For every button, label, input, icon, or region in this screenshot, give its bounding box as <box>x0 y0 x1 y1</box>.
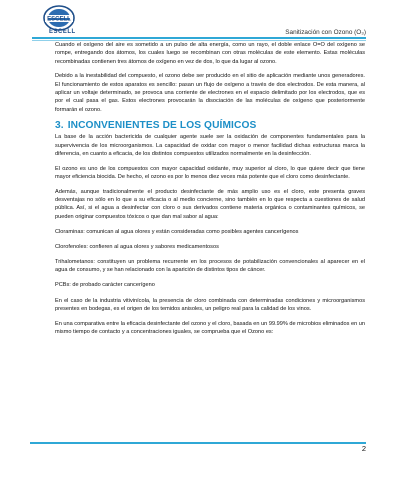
paragraph: La base de la acción bactericida de cualquier agente suele ser la oxidación de componentes fundamentales para la supervivencia de los microorganismos. La capacidad de oxidar con mayor o menor facilidad dichas estructuras marca la diferencia, en cuanto a eficacia, de los distintos compuestos utilizados normalmente en la desinfección. <box>55 134 365 157</box>
page-number: 2 <box>361 444 366 453</box>
paragraph: Cuando el oxígeno del aire es sometido a un pulso de alta energía, como un rayo, el doble enlace O=O del oxígeno se rompe, entregando dos átomos, los cuales luego se recombinan con otras moléculas de este elemento. Estas moléculas recombinadas contienen tres átomos de oxígeno en vez de dos, lo que da lugar al ozono. <box>55 42 365 65</box>
paragraph: Clorofenoles: confieren al agua olores y sabores medicamentosos <box>55 243 219 250</box>
paragraph: El ozono es uno de los compuestos con mayor capacidad oxidante, muy superior al cloro, lo que quiere decir que tiene mayor eficiencia biocida. De hecho, el ozono es por lo menos diez veces más potente que el cloro como desinfectante. <box>55 165 365 181</box>
header-divider <box>32 37 366 39</box>
document-body <box>55 41 365 343</box>
paragraph: En una comparativa entre la eficacia desinfectante del ozono y el cloro, basada en un 99.99% de microbios eliminados en un mismo tiempo de contacto y a concentraciones iguales, se comprueba que el Ozono es: <box>55 320 365 335</box>
paragraph: Debido a la inestabilidad del compuesto, el ozono debe ser producido en el sitio de aplicación mediante unos generadores. El funcionamiento de estos aparatos es sencillo: pasan un flujo de oxígeno a través de dos electrodos. De esta manera, al aplicar un voltaje determinado, se provoca una corriente de electrones en el espacio delimitado por los electrodos, que es por el cual pasa el gas. Estos electrones provocarán la disociación de las moléculas de oxígeno que posteriormente formarán el ozono. <box>55 73 365 113</box>
paragraph: Cloraminas: comunican al agua olores y están consideradas como posibles agentes cancerígenos <box>55 228 299 235</box>
logo-caption: ESCELL <box>49 29 76 35</box>
paragraph: PCBs: de probado carácter cancerígeno <box>55 282 155 289</box>
header-title: Sanitización con Ozono (O₃) <box>285 29 366 36</box>
section-number: 3. <box>55 120 64 132</box>
paragraph: Además, aunque tradicionalmente el producto desinfectante de más amplio uso es el cloro, este presenta graves desventajas no sólo en lo que a su eficacia o al medio concierne, sino también en lo que respecta a cuestiones de salud pública. Así, si el agua a desinfectar con cloro o sus derivados contiene materia orgánica o contaminantes químicos, se pueden originar compuestos tóxicos o que dan mal sabor al agua: <box>55 188 365 220</box>
section-title: INCONVENIENTES DE LOS QUÍMICOS <box>67 120 257 132</box>
paragraph: Trihalometanos: constituyen un problema recurrente en los procesos de potabilización convencionales al aparecer en el agua de consumo, y se han relacionado con la aparición de distintos tipos de cáncer. <box>55 259 365 274</box>
section-heading <box>55 120 365 132</box>
footer-divider <box>30 442 366 444</box>
paragraph: En el caso de la industria vitivinícola, la presencia de cloro combinada con determinadas condiciones y microorganismos presentes en bodegas, es el origen de los temidos anisoles, un peligro real para la calidad de los vinos. <box>55 297 365 312</box>
svg-text:ESCELL: ESCELL <box>47 16 71 23</box>
